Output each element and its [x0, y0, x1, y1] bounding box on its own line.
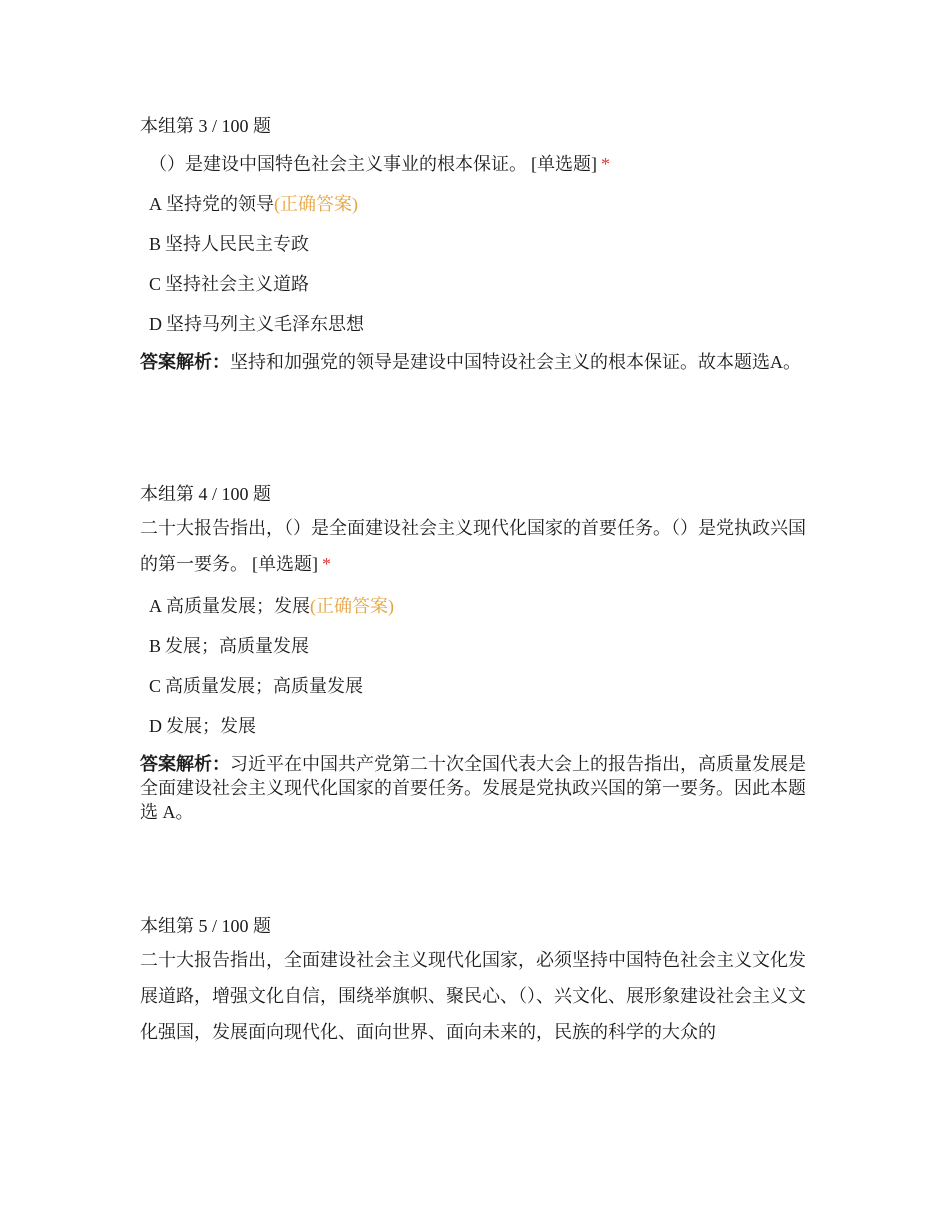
option-letter: D	[149, 314, 162, 334]
question-text	[140, 942, 815, 1050]
option-a[interactable]	[140, 186, 815, 226]
option-text: 发展；发展	[166, 716, 256, 736]
required-mark: *	[601, 154, 610, 174]
analysis-label: 答案解析：	[140, 754, 230, 774]
question-header: 本组第 3 / 100 题	[140, 116, 272, 136]
analysis-text: 习近平在中国共产党第二十次全国代表大会上的报告指出，高质量发展是全面建设社会主义现代化国家的首要任务。发展是党执政兴国的第一要务。因此本题选 A。	[140, 754, 806, 822]
option-b[interactable]	[140, 226, 815, 266]
question-stem: （）是建设中国特色社会主义事业的根本保证。	[149, 154, 527, 174]
question-text	[140, 152, 815, 176]
option-text: 坚持人民民主专政	[165, 234, 310, 254]
answer-analysis	[140, 752, 815, 824]
option-letter: A	[149, 194, 162, 214]
required-mark: *	[322, 554, 331, 574]
option-d[interactable]	[140, 708, 815, 748]
option-letter: D	[149, 716, 162, 736]
question-stem: 二十大报告指出，（）是全面建设社会主义现代化国家的首要任务。（）是党执政兴国的第一要务。	[140, 518, 806, 574]
option-text: 高质量发展；发展	[166, 596, 310, 616]
correct-answer-tag: (正确答案)	[274, 194, 358, 214]
answer-analysis	[140, 350, 815, 374]
option-b[interactable]	[140, 628, 815, 668]
option-c[interactable]	[140, 266, 815, 306]
option-letter: B	[149, 636, 162, 656]
question-text	[140, 510, 815, 582]
option-a[interactable]	[140, 588, 815, 628]
question-block-4	[140, 482, 815, 824]
question-header: 本组第 5 / 100 题	[140, 916, 272, 936]
question-stem: 二十大报告指出，全面建设社会主义现代化国家，必须坚持中国特色社会主义文化发展道路，增强文化自信，围绕举旗帜、聚民心、（）、兴文化、展形象建设社会主义文化强国，发展面向现代化、面向世界、面向未来的，民族的科学的大众的	[140, 950, 806, 1042]
option-text: 发展；高质量发展	[165, 636, 310, 656]
option-letter: C	[149, 274, 162, 294]
option-letter: C	[149, 676, 162, 696]
correct-answer-tag: (正确答案)	[310, 596, 394, 616]
option-list	[140, 186, 815, 346]
option-text: 坚持社会主义道路	[165, 274, 310, 294]
question-block-3	[140, 114, 815, 374]
question-type: [单选题]	[531, 154, 597, 174]
option-letter: B	[149, 234, 162, 254]
option-list	[140, 588, 815, 748]
analysis-label: 答案解析：	[140, 352, 230, 372]
option-letter: A	[149, 596, 162, 616]
option-c[interactable]	[140, 668, 815, 708]
question-type: [单选题]	[252, 554, 318, 574]
option-text: 高质量发展；高质量发展	[165, 676, 364, 696]
question-header: 本组第 4 / 100 题	[140, 484, 272, 504]
option-text: 坚持党的领导	[166, 194, 274, 214]
question-block-5	[140, 914, 815, 1050]
option-text: 坚持马列主义毛泽东思想	[166, 314, 364, 334]
option-d[interactable]	[140, 306, 815, 346]
analysis-text: 坚持和加强党的领导是建设中国特设社会主义的根本保证。故本题选A。	[230, 352, 801, 372]
